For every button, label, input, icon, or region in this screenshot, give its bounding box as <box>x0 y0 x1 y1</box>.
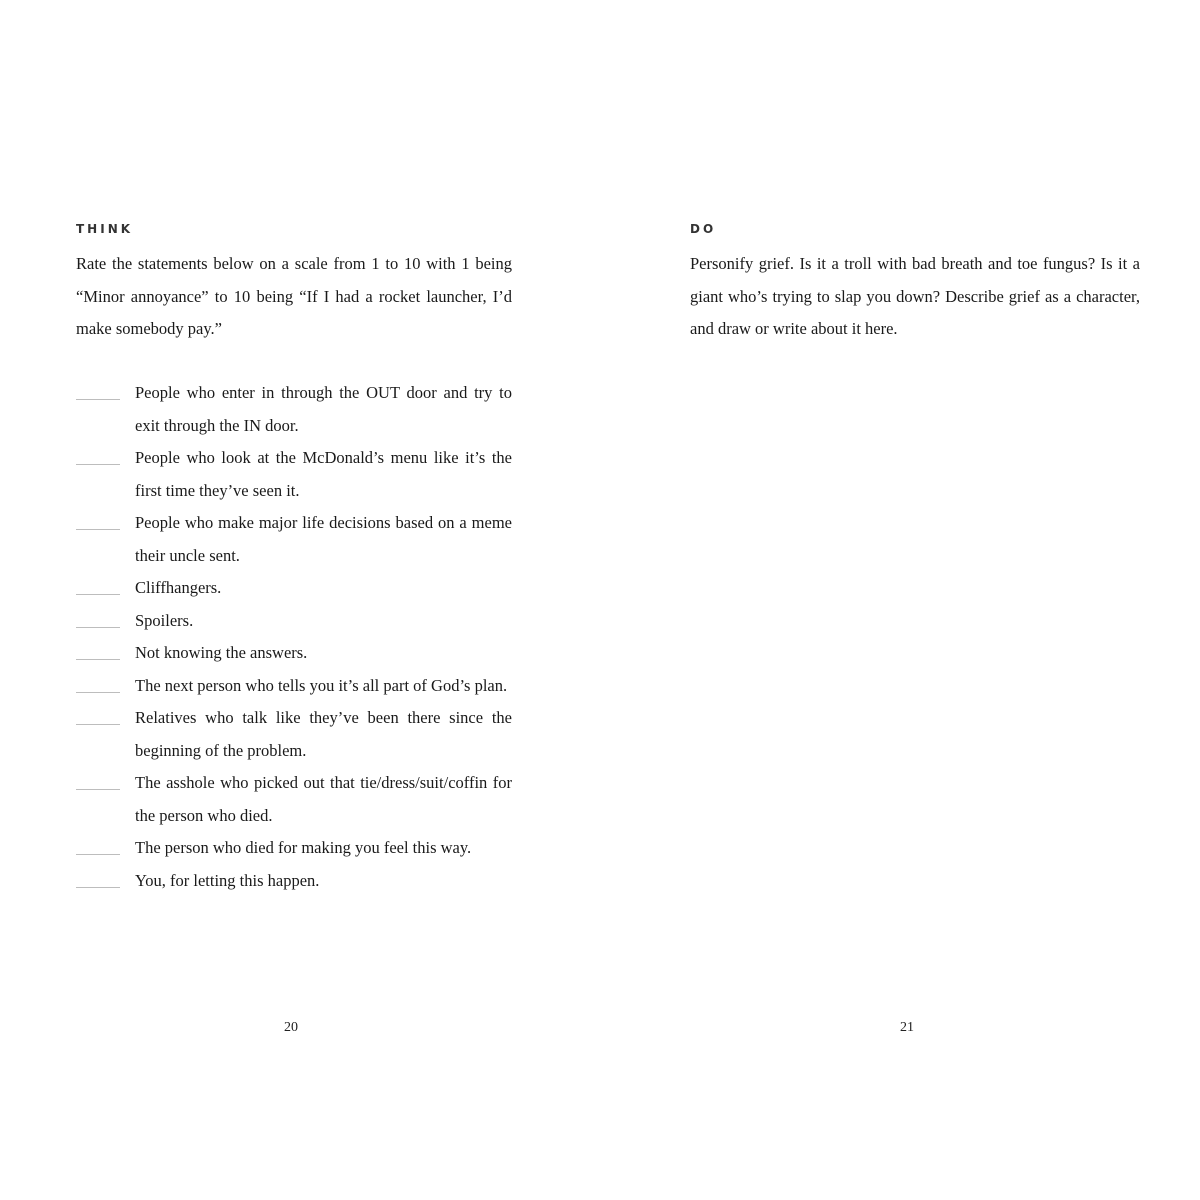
rating-blank[interactable] <box>76 399 120 400</box>
statement-text: Cliffhangers. <box>135 578 222 597</box>
think-instructions: Rate the statements below on a scale from 1 to 10 with 1 being “Minor annoyance” to 10 being “If I had a rocket launcher, I’d make somebody pay.” <box>76 254 512 338</box>
list-item <box>76 442 512 507</box>
rating-blank[interactable] <box>76 594 120 595</box>
list-item <box>76 670 512 703</box>
rating-blank[interactable] <box>76 659 120 660</box>
statement-text: You, for letting this happen. <box>135 870 320 890</box>
rating-list <box>76 377 512 897</box>
list-item <box>76 605 512 638</box>
page-number-left: 20 <box>284 1020 298 1035</box>
list-item <box>76 377 512 442</box>
rating-blank[interactable] <box>76 724 120 725</box>
do-instructions: Personify grief. Is it a troll with bad breath and toe fungus? Is it a giant who’s trying to slap you down? Describe grief as a character, and draw or write about it here. <box>690 254 1140 338</box>
statement-text: The person who died for making you feel this way. <box>135 838 472 857</box>
page-number-right: 21 <box>900 1020 914 1035</box>
list-item <box>76 767 512 832</box>
statement-text: People who enter in through the OUT door and try to exit through the IN door. <box>135 383 512 435</box>
statement-text: The asshole who picked out that tie/dress/suit/coffin for the person who died. <box>135 773 512 825</box>
rating-blank[interactable] <box>76 627 120 628</box>
rating-blank[interactable] <box>76 692 120 693</box>
statement-text: Relatives who talk like they’ve been there since the beginning of the problem. <box>135 708 512 760</box>
rating-blank[interactable] <box>76 529 120 530</box>
statement-text: People who look at the McDonald’s menu like it’s the first time they’ve seen it. <box>135 448 512 500</box>
statement-text: People who make major life decisions based on a meme their uncle sent. <box>135 513 512 565</box>
list-item <box>76 702 512 767</box>
list-item <box>76 507 512 572</box>
rating-blank[interactable] <box>76 789 120 790</box>
rating-blank[interactable] <box>76 887 120 888</box>
section-heading-do: DO <box>690 222 717 236</box>
list-item <box>76 865 512 898</box>
statement-text: The next person who tells you it’s all part of God’s plan. <box>135 675 508 695</box>
list-item <box>76 572 512 605</box>
rating-blank[interactable] <box>76 464 120 465</box>
list-item <box>76 832 512 865</box>
rating-blank[interactable] <box>76 854 120 855</box>
statement-text: Not knowing the answers. <box>135 643 308 662</box>
list-item <box>76 637 512 670</box>
section-heading-think: THINK <box>76 222 134 236</box>
statement-text: Spoilers. <box>135 610 194 630</box>
